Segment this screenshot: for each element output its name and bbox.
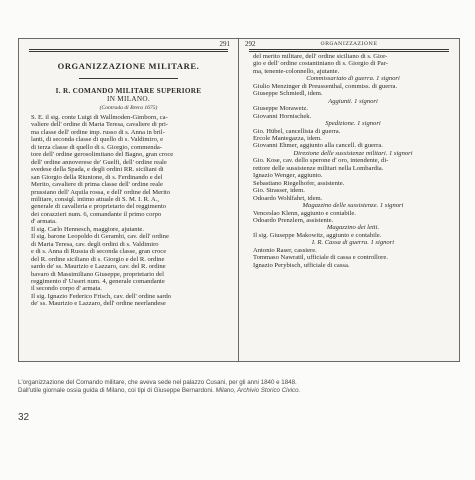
text-line: Giovanni Hornischek. — [253, 112, 312, 120]
text-line: Giuseppe Schmiedl, idem. — [253, 90, 323, 98]
text-line: Odoardo Wohlfahrt, idem. — [253, 194, 323, 202]
right-page-body — [239, 53, 459, 269]
subsection-heading: Commissariato di guerra. 1 signori — [306, 75, 400, 83]
folio-number: 32 — [18, 412, 30, 423]
text-line: lanti, di seconda classe di quello di s. Valdimiro, e — [31, 136, 164, 144]
caption-archive: Milano, Archivio Storico Civico. — [215, 387, 301, 395]
text-line: di terza classe di quello di s. Giorgio, commenda- — [31, 143, 162, 151]
text-line: d' armata. — [31, 218, 57, 226]
text-line: Tommaso Nawratil, ufficiale di cassa e controllore. — [253, 254, 388, 262]
text-line: tore dell' ordine gerosolimitano del Bagno, gran croce — [31, 151, 174, 159]
left-page-body — [19, 114, 238, 308]
text-line: ma classe dell' ordine imp. russo di s. Anna in bril- — [31, 128, 165, 136]
text-line: Gio. Kose, cav. dello sperone d' oro, intendente, di- — [253, 157, 389, 165]
left-page-number: 291 — [219, 40, 230, 48]
text-line: prussiano dell' Aquila rossa, e dell' ordine del Merito — [31, 188, 171, 196]
text-line: S. E. il sig. conte Luigi di Wallmoden-Gimborn, ca- — [31, 114, 168, 121]
header-double-rule — [29, 49, 228, 52]
text-line: Il sig. Ignazio Federico Frisch, cav. dell' ordine sardo — [31, 292, 172, 300]
text-line: valiere dell' ordine di Maria Teresa, cavaliere di pri- — [31, 121, 168, 129]
section-title: I. R. COMANDO MILITARE SUPERIORE — [55, 87, 202, 95]
text-line: Ignazio Perybisch, ufficiale di cassa. — [253, 261, 350, 269]
text-line: Giovanni Ehmer, aggiunto alla cancell. di guerra. — [253, 142, 383, 150]
header-double-rule — [249, 49, 449, 52]
text-line: Giulio Menzinger di Preussenthal, commiss. di guerra. — [253, 82, 398, 90]
caption-source: Dall'utile giornale ossia guida di Milano, coi tipi di Giuseppe Bernardoni. — [18, 387, 216, 395]
text-line: Antonio Raser, cassiere. — [253, 246, 317, 254]
text-line: Il sig. Giuseppe Makowitz, aggiunto e contabile. — [253, 231, 382, 239]
text-line: Sebastiano Riegelhofer, assistente. — [253, 179, 345, 187]
text-line: militare, consigl. intimo attuale di S. M. I. R. A., — [31, 195, 160, 203]
subsection-heading: Direzione delle sussistenze militari. 1 signori — [293, 149, 413, 157]
text-line: Giuseppe Morawetz. — [253, 105, 308, 113]
text-line: Il sig. barone Leopoldo di Gerambi, cav. dell' ordine — [31, 233, 169, 241]
page-title: ORGANIZZAZIONE MILITARE. — [57, 61, 200, 71]
title-rule — [79, 78, 178, 79]
subsection-heading: Aggiunti. 1 signori — [328, 97, 378, 105]
text-line: ma, tenente-colonnello, ajutante. — [253, 67, 340, 75]
text-line: Gio. Hübel, cancellista di guerra. — [253, 127, 341, 135]
text-line: sardo de' ss. Maurizio e Lazzaro, cav. del R. ordine — [31, 263, 166, 271]
left-page — [19, 39, 239, 361]
text-line: svedese della Spada, e degli ordini RR. siciliani di — [31, 166, 164, 174]
right-page-header — [239, 39, 459, 49]
running-head: ORGANIZZAZIONE — [320, 41, 378, 47]
text-line: Il sig. Carlo Hennesch, maggiore, ajutante. — [31, 225, 144, 233]
right-page-number: 292 — [245, 40, 256, 48]
right-page — [239, 39, 459, 361]
section-place: IN MILANO. — [107, 95, 150, 103]
text-line: del R. ordine siciliano di s. Giorgio e del R. ordine — [31, 255, 165, 263]
text-line: Ignazio Wenger, aggiunto. — [253, 172, 323, 180]
text-line: Gio. Strasser, idem. — [253, 187, 305, 195]
caption-line-1: L'organizzazione del Comando militare, che aveva sede nel palazzo Cusani, per gli anni 1840 e 1848. — [18, 379, 297, 386]
text-line: il secondo corpo d' armata. — [31, 285, 102, 293]
subsection-heading: Magazzino dei letti. — [326, 224, 380, 232]
caption-line-2 — [18, 387, 458, 395]
text-line: Odoardo Prenzlern, assistente. — [253, 216, 334, 224]
text-line: bavaro di Massimiliano Giuseppe, proprietario del — [31, 270, 164, 278]
subsection-heading: Spedizione. 1 signori — [325, 120, 381, 128]
text-line: reggimento d' Usseri num. 4, generale comandante — [31, 277, 165, 285]
text-line: gio e dell' ordine costantiniano di s. Giorgio di Par- — [253, 60, 388, 68]
text-line: dei corazzieri num. 6, comandante il primo corpo — [31, 210, 162, 218]
text-line: Ercole Mantegazza, idem. — [253, 134, 322, 142]
text-line: Venceslao Klenn, aggiunto e contabile. — [253, 209, 356, 217]
section-address: (Contrada di Brera 1675) — [99, 105, 158, 111]
text-line: de' ss. Maurizio e Lazzaro, dell' ordine neerlandese — [31, 300, 166, 308]
figure-caption — [18, 379, 458, 396]
document-scan — [18, 38, 460, 362]
text-line: generale di cavalleria e proprietario del reggimento — [31, 203, 167, 211]
text-line: del merito militare, dell' ordine siciliano di s. Gior- — [253, 53, 388, 60]
text-line: rettore delle sussistenze militari nella Lombardia. — [253, 164, 384, 172]
text-line: e di s. Anna di Russia di seconda classe, gran croce — [31, 248, 167, 256]
text-line: di Maria Teresa, cav. degli ordini di s. Valdimiro — [31, 240, 159, 248]
text-line: san Giorgio della Riunione, di s. Ferdinando e del — [31, 173, 163, 181]
subsection-heading: Magazzino delle sussistenze. 1 signori — [302, 202, 404, 210]
subsection-heading: I. R. Cassa di guerra. 1 signori — [311, 239, 395, 247]
text-line: dell' ordine annoverese de' Guelfi, dell' ordine reale — [31, 158, 167, 166]
left-page-header — [19, 39, 238, 49]
text-line: Merito, cavaliere di prima classe dell' ordine reale — [31, 181, 163, 189]
